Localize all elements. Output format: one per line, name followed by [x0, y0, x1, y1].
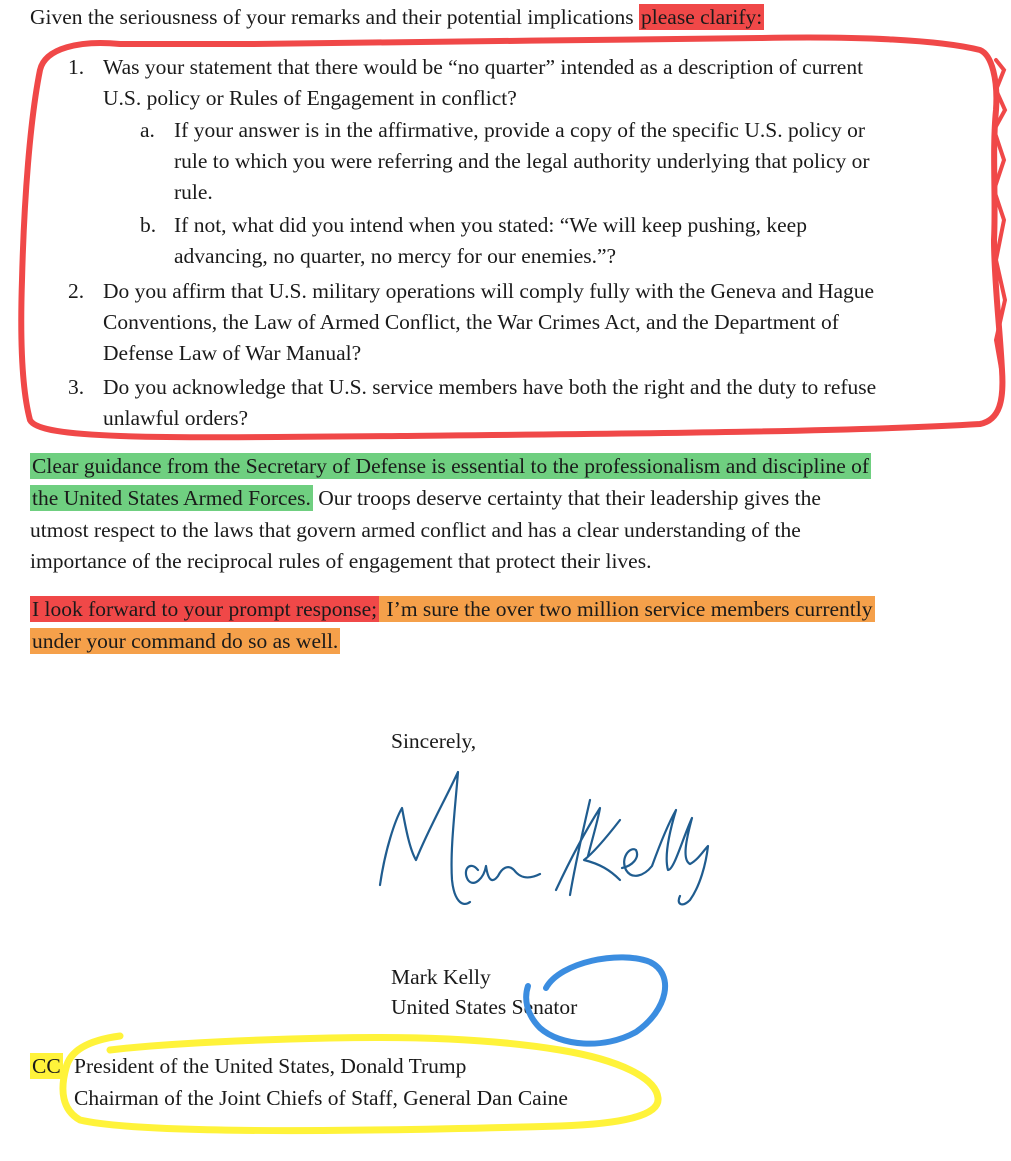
q1-number: 1.: [68, 55, 85, 79]
q1-line2: U.S. policy or Rules of Engagement in conflict?: [103, 86, 517, 110]
guidance-line2: [30, 483, 821, 513]
closing-orange-highlight-1: I’m sure the over two million service members currently: [381, 597, 873, 621]
cc-label: CC: [32, 1054, 61, 1078]
q1b-line2: advancing, no quarter, no mercy for our enemies.”?: [174, 244, 617, 268]
guidance-highlight-1: Clear guidance from the Secretary of Defense is essential to the professionalism and discipline of: [32, 454, 870, 478]
cc-line1: [30, 1051, 466, 1081]
cc-colon: :: [62, 1054, 69, 1078]
intro-text: Given the seriousness of your remarks and their potential implications: [30, 5, 640, 29]
q2-line3: Defense Law of War Manual?: [103, 341, 362, 365]
q1b-letter: b.: [140, 213, 157, 237]
q3-number: 3.: [68, 375, 85, 399]
cc-recipient-1: President of the United States, Donald Trump: [68, 1054, 467, 1078]
guidance-line1: [30, 451, 871, 481]
guidance-line4: importance of the reciprocal rules of engagement that protect their lives.: [30, 549, 652, 573]
signer-title: United States Senator: [391, 995, 578, 1019]
red-marker-box-scribble: [994, 60, 1005, 380]
q2-line2: Conventions, the Law of Armed Conflict, the War Crimes Act, and the Department of: [103, 310, 839, 334]
q1a-line3: rule.: [174, 180, 213, 204]
q1a-line2: rule to which you were referring and the legal authority underlying that policy or: [174, 149, 870, 173]
cc-recipient-2: Chairman of the Joint Chiefs of Staff, General Dan Caine: [74, 1086, 568, 1110]
q1a-line1: If your answer is in the affirmative, provide a copy of the specific U.S. policy or: [174, 118, 865, 142]
salutation: Sincerely,: [391, 729, 477, 753]
q1a-letter: a.: [140, 118, 155, 142]
closing-line1: [30, 594, 875, 624]
guidance-highlight-2: the United States Armed Forces.: [32, 486, 311, 510]
guidance-line3: utmost respect to the laws that govern armed conflict and has a clear understanding of the: [30, 518, 801, 542]
closing-line2: [30, 626, 340, 656]
signer-name: Mark Kelly: [391, 965, 491, 989]
q3-line2: unlawful orders?: [103, 406, 249, 430]
q2-number: 2.: [68, 279, 85, 303]
closing-red-highlight: I look forward to your prompt response;: [32, 597, 378, 621]
q3-line1: Do you acknowledge that U.S. service members have both the right and the duty to refuse: [103, 375, 877, 399]
q1b-line1: If not, what did you intend when you stated: “We will keep pushing, keep: [174, 213, 807, 237]
intro-highlight: please clarify:: [641, 5, 763, 29]
intro-line: [30, 2, 764, 32]
signature-image: [380, 772, 708, 904]
q1-line1: Was your statement that there would be “no quarter” intended as a description of current: [103, 55, 864, 79]
guidance-rest-2: Our troops deserve certainty that their leadership gives the: [312, 486, 821, 510]
q2-line1: Do you affirm that U.S. military operations will comply fully with the Geneva and Hague: [103, 279, 875, 303]
closing-orange-highlight-2: under your command do so as well.: [32, 629, 339, 653]
